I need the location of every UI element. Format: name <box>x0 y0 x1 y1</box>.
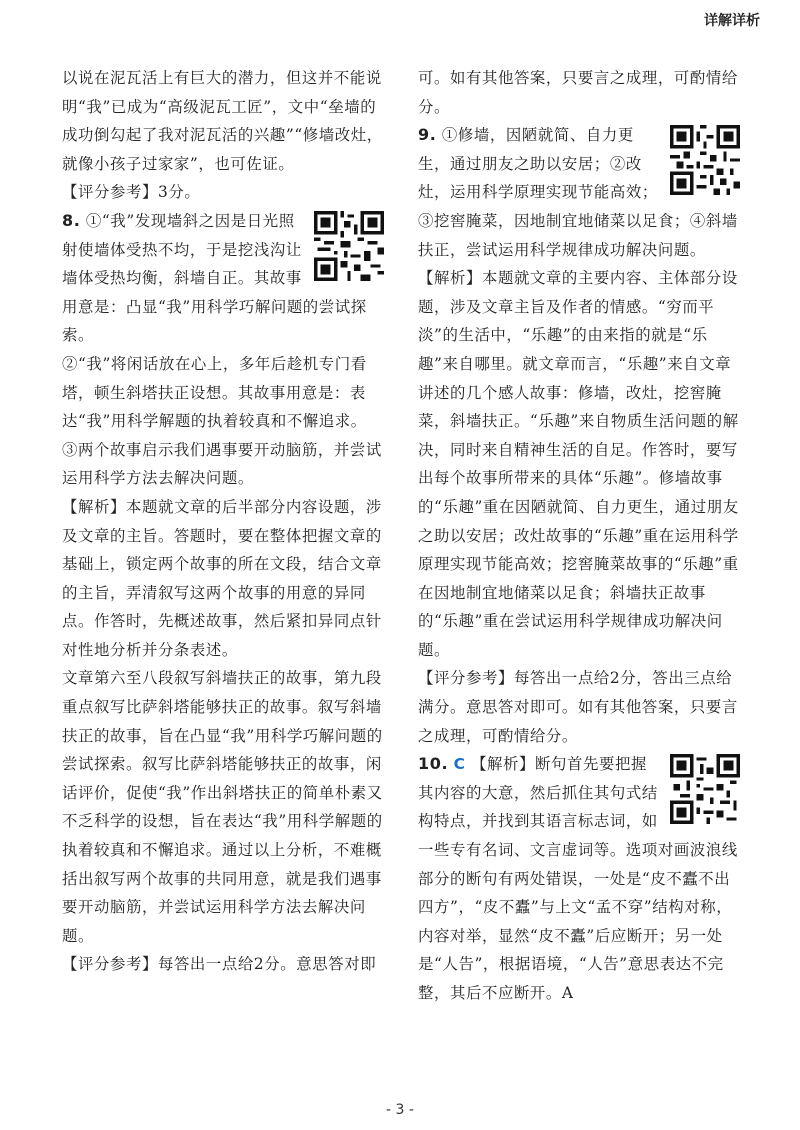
q8-score-line: 【评分参考】每答出一点给2分。意思答对即 <box>62 955 377 974</box>
q10-answer: 10. C 【解析】断句首先要把握其内容的大意，然后抓住其句式结构特点，并找到其语言标志词，如一些专有名词、文言虚词等。选项对画波浪线部分的断句有两处错误，一处是“皮不蠹不出四方”，“皮不蠹”与上文“孟不穿”结构对称，内容对举，显然“皮不蠹”后应断开；另一处是“人告”，根据语境，“人告”意思表达不完整，其后不应断开。A <box>418 754 738 1002</box>
score-label: 【评分参考】 <box>62 183 158 202</box>
score-label: 【评分参考】 <box>418 669 514 688</box>
qr-code-q9[interactable] <box>670 125 740 195</box>
page-header: 详解详析 <box>704 13 760 29</box>
qr-code-icon <box>314 211 384 281</box>
q9-answer: 9. ①修墙，因陋就简、自力更生，通过朋友之助以安居；②改灶，运用科学原理实现节能高效；③挖窖腌菜，因地制宜地储菜以足食；④斜墙扶正，尝试运用科学规律成功解决问题。 <box>418 125 738 259</box>
page-number: - 3 - <box>386 1102 414 1118</box>
score-label: 【评分参考】 <box>62 955 158 974</box>
qr-code-icon <box>670 754 740 824</box>
right-column <box>418 64 740 1008</box>
q8-analysis: 【解析】本题就文章的后半部分内容设题，涉及文章的主旨。答题时，要在整体把握文章的基础上，锁定两个故事的所在文段，结合文章的主旨，弄清叙写这两个故事的用意的异同点。作答时，先概述故事，然后紧扣异同点针对性地分析并分条表述。 <box>62 497 382 659</box>
question-number: 9. <box>418 125 437 145</box>
q7-score-line <box>62 178 384 207</box>
question-number: 10. <box>418 754 449 774</box>
q7-continuation: 以说在泥瓦活上有巨大的潜力，但这并不能说明“我”已成为“高级泥瓦工匠”，文中“垒墙的成功倒勾起了我对泥瓦活的兴趣”“修墙改灶，就像小孩子过家家”，也可佐证。 <box>62 69 383 173</box>
left-column <box>62 64 384 979</box>
q9-analysis: 【解析】本题就文章的主要内容、主体部分设题，涉及文章主旨及作者的情感。“穷而平淡”的生活中，“乐趣”的由来指的就是“乐趣”来自哪里。就文章而言，“乐趣”来自文章讲述的几个感人故事：修墙，改灶，挖窖腌菜，斜墙扶正。“乐趣”来自物质生活问题的解决，同时来自精神生活的自足。作答时，要写出每个故事所带来的具体“乐趣”。修墙故事的“乐趣”重在因陋就简、自力更生，通过朋友之助以安居；改灶故事的“乐趣”重在运用科学原理实现节能高效；挖窖腌菜故事的“乐趣”重在因地制宜地储菜以足食；斜墙扶正故事的“乐趣”重在尝试运用科学规律成功解决问题。 <box>418 269 739 659</box>
analysis-label: 【解析】 <box>62 497 126 516</box>
qr-code-icon <box>670 125 740 195</box>
qr-code-q10[interactable] <box>670 754 740 824</box>
score-text: 3分。 <box>157 183 201 202</box>
q8-answer-3: ③两个故事启示我们遇事要开动脑筋，并尝试运用科学方法去解决问题。 <box>62 440 382 488</box>
q8-score-continuation: 可。如有其他答案，只要言之成理，可酌情给分。 <box>418 69 738 116</box>
analysis-label: 【解析】 <box>471 755 536 774</box>
analysis-label: 【解析】 <box>418 269 482 288</box>
qr-code-q8[interactable] <box>314 211 384 281</box>
q8-analysis-detail: 文章第六至八段叙写斜墙扶正的故事，第九段重点叙写比萨斜塔能够扶正的故事。叙写斜墙扶正的故事，旨在凸显“我”用科学巧解问题的尝试探索。叙写比萨斜塔能够扶正的故事，闲话评价，促使“我”作出斜塔扶正的简单朴素又不乏科学的设想，旨在表达“我”用科学解题的执着较真和不懈追求。通过以上分析，不难概括出叙写两个故事的共同用意，就是我们遇事要开动脑筋，并尝试运用科学方法去解决问题。 <box>62 669 383 945</box>
q9-score-line: 【评分参考】每答出一点给2分，答出三点给满分。意思答对即可。如有其他答案，只要言之成理，可酌情给分。 <box>418 669 738 745</box>
q8-answer-2: ②“我”将闲话放在心上，多年后趁机专门看塔，顿生斜塔扶正设想。其故事用意是：表达“我”用科学解题的执着较真和不懈追求。 <box>62 354 367 431</box>
q8-answer-1: 8. ①“我”发现墙斜之因是日光照射使墙体受热不均，于是挖浅沟让墙体受热均衡，斜墙自正。其故事用意是：凸显“我”用科学巧解问题的尝试探索。 <box>62 210 367 345</box>
question-number: 8. <box>62 210 81 230</box>
answer-choice: C <box>453 755 466 774</box>
